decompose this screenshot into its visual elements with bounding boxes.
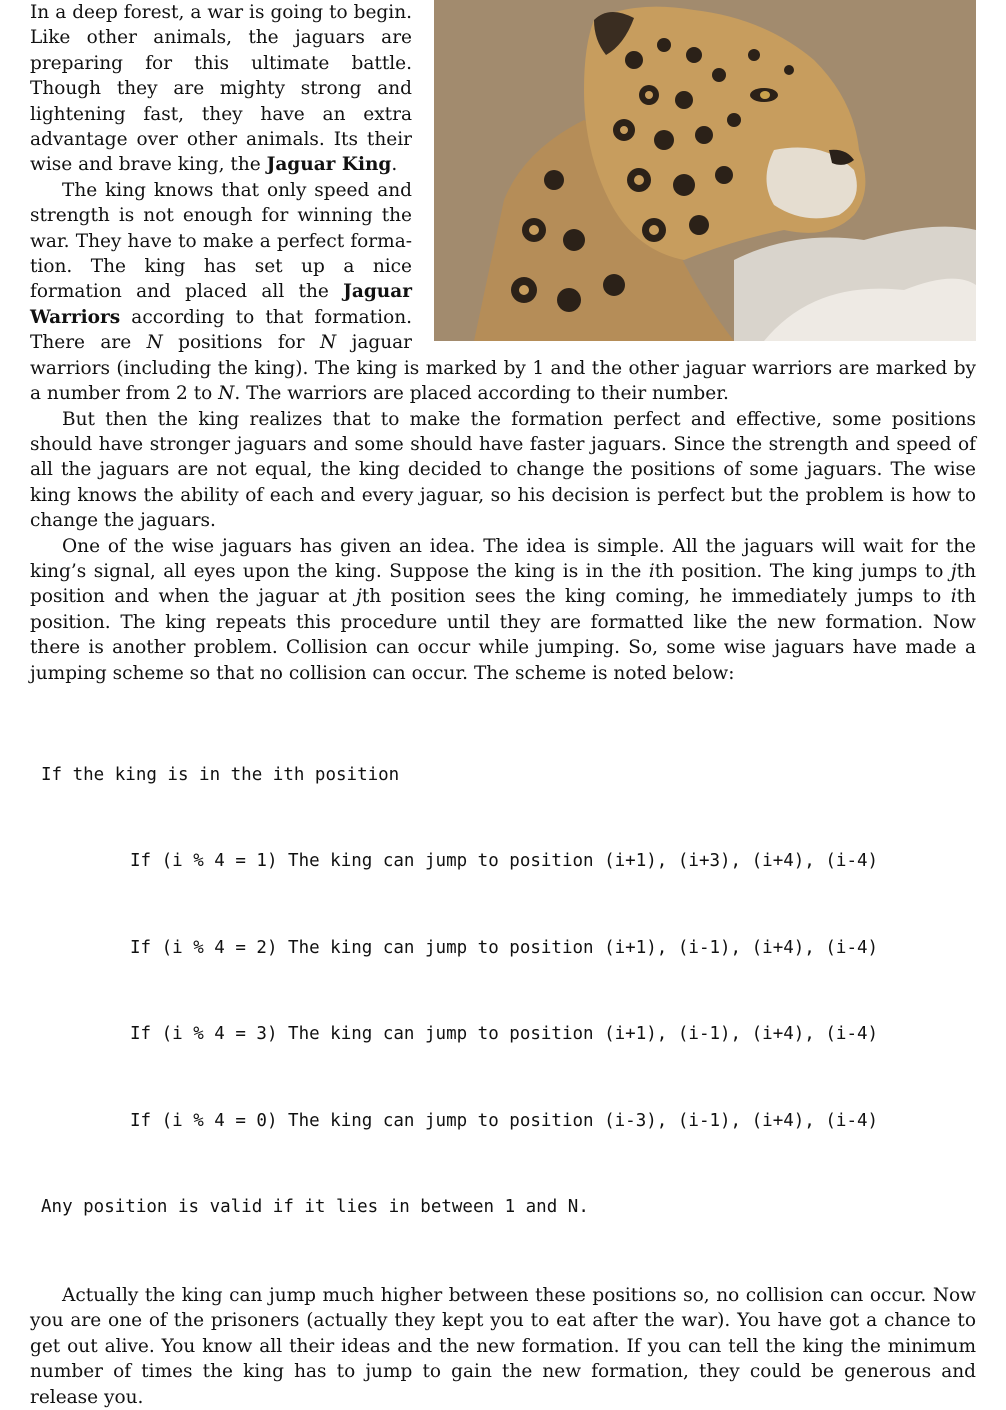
variable-j: j bbox=[356, 586, 362, 608]
code-footer: Any position is valid if it lies in between 1 and N. bbox=[41, 1197, 589, 1218]
variable-n: N bbox=[146, 332, 163, 354]
jaguar-photo-icon bbox=[434, 0, 976, 341]
text: . bbox=[391, 154, 398, 176]
text: th position and when the jaguar at bbox=[30, 560, 976, 608]
paragraph-task: Actually the king can jump much higher between these positions so, no collision can occur. Now you are one of the prisoners (actually they kept you to eat after the war). You have got a chance to get out alive. You know all their ideas and the new formation. If you can tell the king the minimum number of times the king has to jump to gain the new formation, they could be generous and release you. bbox=[30, 1284, 976, 1408]
paragraph-problem: But then the king realizes that to make the formation perfect and effective, some positions should have stronger jaguars and some should have faster jaguars. Since the strength and speed of all the jaguars are not equal, the king decided to change the positions of some jaguars. The wise king knows the ability of each and every jaguar, so his decision is perfect but the problem is how to change the jaguars. bbox=[30, 408, 976, 532]
text: In a deep forest, a war is going to begin. Like other animals, the jaguars are preparing for this ultimate battle. Though they are mighty strong and lightening fast, they have an extra advantage over other animals. Its their wise and brave king, the bbox=[30, 2, 412, 176]
code-rule: If (i % 4 = 1) The king can jump to position (i+1), (i+3), (i+4), (i-4) bbox=[130, 851, 879, 872]
text: th position sees the king coming, he immediately jumps to bbox=[361, 586, 951, 608]
text: positions for bbox=[162, 332, 321, 354]
variable-j: j bbox=[950, 560, 957, 582]
text: The king knows that only speed and strength is not enough for winning the war. They have to make a perfect formation. The king has set up a nice formation and placed all the bbox=[30, 179, 412, 303]
variable-i: i bbox=[950, 586, 957, 608]
jump-scheme-code bbox=[30, 724, 976, 1283]
code-rule: If (i % 4 = 2) The king can jump to position (i+1), (i-1), (i+4), (i-4) bbox=[130, 937, 879, 958]
code-rule: If (i % 4 = 3) The king can jump to position (i+1), (i-1), (i+4), (i-4) bbox=[130, 1024, 879, 1045]
jaguar-warriors-term: Jaguar Warriors bbox=[30, 281, 412, 328]
problem-statement bbox=[30, 0, 976, 1410]
text: th position. The king jumps to bbox=[654, 560, 951, 582]
variable-i: i bbox=[648, 560, 655, 582]
code-header: If the king is in the ith position bbox=[41, 764, 400, 785]
code-rule: If (i % 4 = 0) The king can jump to position (i-3), (i-1), (i+4), (i-4) bbox=[130, 1110, 879, 1131]
paragraph-idea bbox=[30, 534, 976, 686]
variable-n: N bbox=[320, 332, 337, 354]
text: . The warriors are placed according to their number. bbox=[234, 383, 729, 405]
variable-n: N bbox=[218, 383, 235, 405]
jaguar-king-term: Jaguar King bbox=[266, 154, 392, 176]
text: according to that formation. There are bbox=[30, 306, 412, 354]
text: th position. The king repeats this procedure until they are formatted like the new formation. Now there is another problem. Collision can occur while jumping. So, some wise jaguars have made a jumping scheme so that no collision can occur. The scheme is noted below: bbox=[30, 586, 976, 684]
jaguar-illustration bbox=[434, 0, 976, 341]
text: jaguar warriors (including the king). The king is marked by 1 and the other jaguar warriors are marked by a number from 2 to bbox=[30, 332, 976, 405]
text: One of the wise jaguars has given an idea. The idea is simple. All the jaguars will wait for the king’s signal, all eyes upon the king. Suppose the king is in the bbox=[30, 535, 976, 582]
